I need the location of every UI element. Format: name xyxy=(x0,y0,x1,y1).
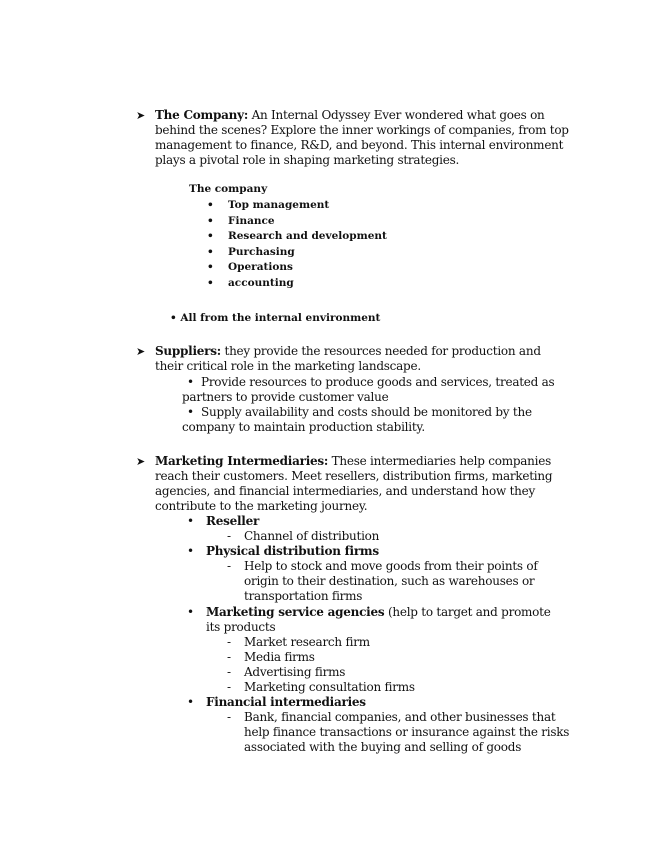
bullet-icon: • xyxy=(170,312,177,324)
list-item: • Top management xyxy=(207,198,387,214)
company-heading: The Company: xyxy=(155,108,249,122)
dash-bullet: - xyxy=(227,680,231,694)
dash-bullet: - xyxy=(227,665,231,679)
sub-list-item: - Marketing consultation firms xyxy=(227,680,415,694)
sub-list-item: - Help to stock and move goods from their points of origin to their destination, such as warehouses or transportation firms xyxy=(227,559,538,603)
bullet-icon: • xyxy=(207,245,214,258)
company-list-title: The company xyxy=(189,183,268,195)
list-item: • Supply availability and costs should be monitored by the company to maintain production stability. xyxy=(182,405,532,434)
bullet-icon: • xyxy=(207,230,214,242)
bullet-icon: • xyxy=(207,199,214,211)
arrow-bullet-icon: ➤ xyxy=(136,109,146,122)
bullet-icon: • xyxy=(187,695,195,709)
bullet-icon: • xyxy=(187,544,195,558)
arrow-bullet-icon: ➤ xyxy=(136,455,146,468)
company-summary: • All from the internal environment xyxy=(170,312,381,324)
dash-bullet: - xyxy=(227,635,231,649)
dash-bullet: - xyxy=(227,710,231,724)
dash-bullet: - xyxy=(227,559,231,573)
intermediaries-paragraph xyxy=(155,454,570,514)
dash-bullet: - xyxy=(227,529,231,543)
company-body: An Internal Odyssey Ever wondered what goes on behind the scenes? Explore the inner workings of companies, from top management to finance, R&D, and beyond. This internal environment plays a pivotal role in shaping marketing strategies. xyxy=(155,108,569,167)
list-item: • Operations xyxy=(207,260,387,276)
bullet-icon: • xyxy=(187,514,195,528)
intermediaries-heading: Marketing Intermediaries: xyxy=(155,454,329,468)
sub-list-item: - Bank, financial companies, and other businesses that help finance transactions or insurance against the risks associated with the buying and selling of goods xyxy=(227,710,570,754)
intermediaries-body: These intermediaries help companies reach their customers. Meet resellers, distribution firms, marketing agencies, and financial intermediaries, and understand how they contribute to the marketing journey. xyxy=(155,454,553,513)
bullet-icon: • xyxy=(187,405,194,419)
list-item: • Purchasing xyxy=(207,245,387,261)
sub-list-item: - Media firms xyxy=(227,650,315,664)
document-page: ➤ The Company: An Internal Odyssey Ever wondered what goes on behind the scenes? Explore the inner workings of companies, from top management to finance, R&D, and beyond. This internal environment plays a pivotal role in shaping marketing strategies. The company • Top management • Finance • Research and development • Purchasing • Operations • accounting • All from the internal environment ➤ Suppliers: they provide the resources needed for production and their critical role in the marketing landscape. • Provide resources to produce goods and services, treated as partners to provide customer value • Supply availability and costs should be monitored by the company to maintain production stability. ➤ Marketing Intermediaries: These intermediaries help companies reach their customers. Meet resellers, distribution firms, marketing agencies, and financial intermediaries, and understand how they contribute to the marketing journey. • Reseller - Channel of distribution • Physical distribution firms - Help to stock and move goods from their points of origin to their destination, such as warehouses or transportation firms • Marketing service agencies (help to target and promote its products - Market research firm - Media firms - Advertising firms - Marketing consultation firms • Financial intermediaries - Bank, financial companies, and other businesses that help finance transactions or insurance against the risks associated with the buying and selling of goods xyxy=(0,0,655,848)
suppliers-body: they provide the resources needed for production and their critical role in the marketing landscape. xyxy=(155,344,541,373)
list-item: • Provide resources to produce goods and services, treated as partners to provide customer value xyxy=(182,375,555,404)
suppliers-heading: Suppliers: xyxy=(155,344,221,358)
company-list xyxy=(207,198,387,291)
sub-list-item: - Advertising firms xyxy=(227,665,346,679)
list-item: • Research and development xyxy=(207,229,387,245)
company-paragraph xyxy=(155,108,570,168)
dash-bullet: - xyxy=(227,650,231,664)
arrow-bullet-icon: ➤ xyxy=(136,345,146,358)
list-item: • Finance xyxy=(207,214,387,230)
bullet-icon: • xyxy=(187,605,195,619)
bullet-icon: • xyxy=(207,261,214,273)
sub-list-item: - Market research firm xyxy=(227,635,370,649)
list-item: • accounting xyxy=(207,276,387,292)
suppliers-paragraph xyxy=(155,344,570,374)
bullet-icon: • xyxy=(207,214,214,227)
bullet-icon: • xyxy=(207,276,214,289)
bullet-icon: • xyxy=(187,375,194,389)
sub-list-item: - Channel of distribution xyxy=(227,529,380,543)
